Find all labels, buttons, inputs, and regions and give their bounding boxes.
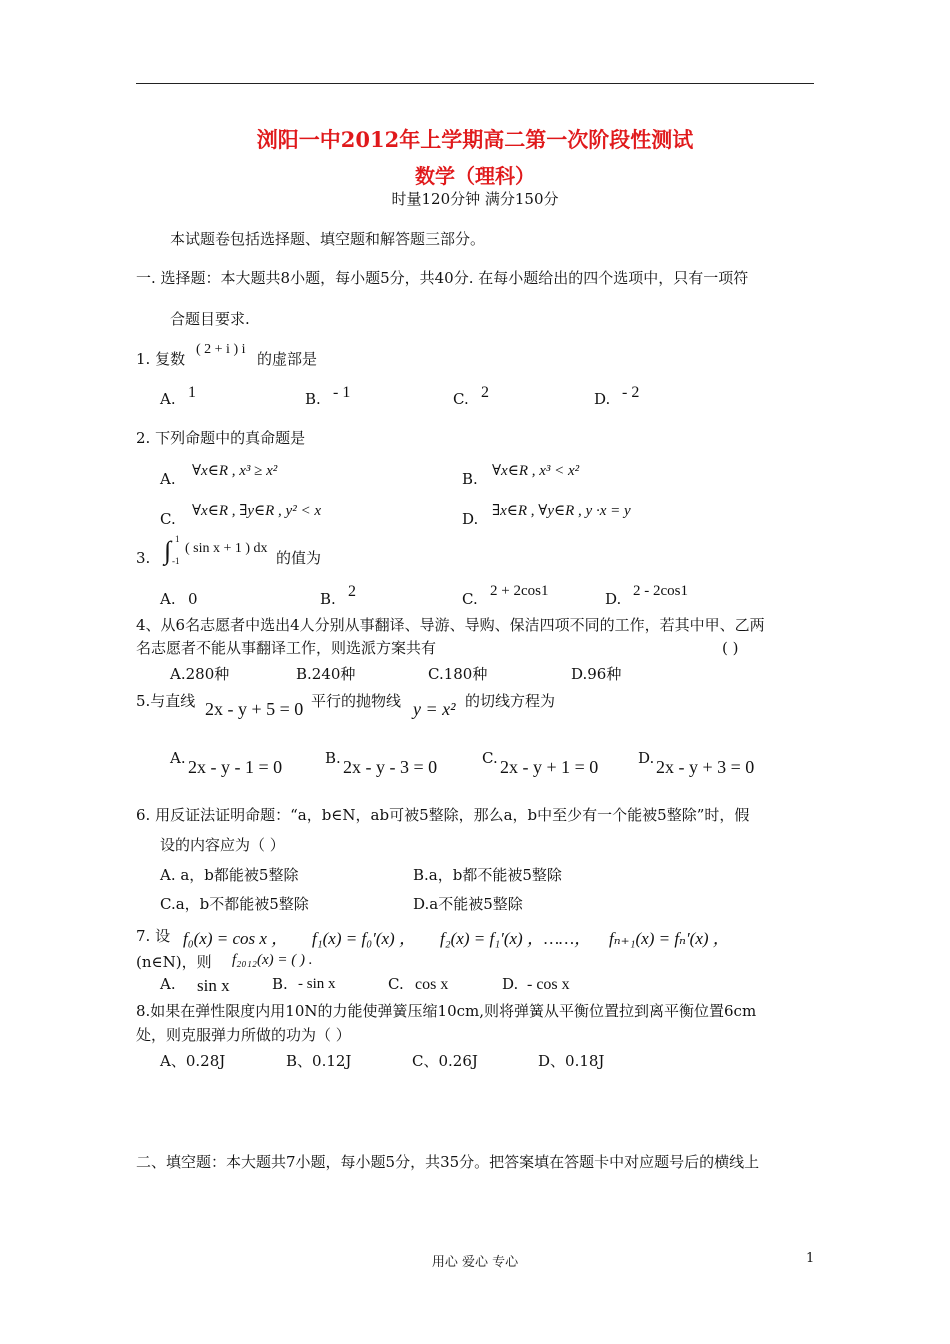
q2-option-c-value: ∀x∈R , ∃y∈R , y² < x [192,503,321,519]
q7-option-b-value: - sin x [298,976,336,992]
q7-option-b-label: B. [272,975,288,993]
exam-info: 时量120分钟 满分150分 [391,190,559,208]
q7-f2-def: f₂(x) = f₁′(x) ，……， [440,929,592,948]
page-number: 1 [806,1251,815,1266]
q3-option-c-value: 2 + 2cos1 [490,583,549,599]
q4-answer-paren: ( ) [722,639,739,657]
q3-option-d-value: 2 - 2cos1 [633,583,688,599]
q8-option-d: D、0.18J [538,1052,605,1070]
q5-option-a-label: A. [170,749,186,767]
q7-line2-prefix: (n∈N)，则 [136,953,212,971]
integral-sign: ∫ [164,536,172,565]
q6-option-d: D.a不能被5整除 [413,895,523,913]
q4-option-c: C.180种 [428,665,488,683]
q3-option-d-label: D. [605,590,622,608]
q4-option-b: B.240种 [296,665,356,683]
q3-integrand: ( sin x + 1 ) dx [185,541,268,556]
page-subtitle: 数学（理科） [415,164,535,188]
q5-option-d-value: 2x - y + 3 = 0 [656,757,755,777]
q3-option-a-value: 0 [188,590,198,608]
q7-option-c-value: cos x [415,976,449,993]
q4-option-a: A.280种 [170,665,230,683]
q7-fn-def: fₙ₊₁(x) = fₙ′(x) ， [609,929,730,948]
q1-option-d-value: - 2 [622,384,640,401]
q6-stem-line2: 设的内容应为（ ） [160,836,285,854]
q5-option-d-label: D. [638,749,655,767]
q2-option-d-value: ∃x∈R , ∀y∈R , y ·x = y [492,503,631,519]
intro-text: 本试题卷包括选择题、填空题和解答题三部分。 [170,230,486,248]
integral-lower-limit: -1 [172,556,180,566]
q5-option-c-value: 2x - y + 1 = 0 [500,757,599,777]
q5-tail: 的切线方程为 [465,692,556,710]
q2-option-a-label: A. [160,470,176,488]
q1-expression: ( 2 + i ) i [196,342,246,357]
q3-option-b-label: B. [320,590,336,608]
q1-option-b-label: B. [305,390,321,408]
q4-option-d: D.96种 [571,665,622,683]
page-title: 浏阳一中2012年上学期高二第一次阶段性测试 [256,127,694,152]
q1-number: 1. 复数 [136,350,186,368]
q5-option-b-value: 2x - y - 3 = 0 [343,757,438,777]
q4-stem-line2: 名志愿者不能从事翻译工作，则选派方案共有 [136,639,437,657]
q3-option-a-label: A. [160,590,176,608]
q7-number: 7. 设 [136,927,171,945]
q2-option-a-value: ∀x∈R , x³ ≥ x² [192,463,278,479]
q7-f0-def: f₀(x) = cos x ， [183,929,289,948]
q8-option-a: A、0.28J [160,1052,226,1070]
q1-option-a-label: A. [160,390,176,408]
q5-mid-text: 平行的抛物线 [311,692,402,710]
q7-option-a-label: A. [160,975,176,993]
section1-heading-cont: 合题目要求. [170,310,250,328]
q1-option-a-value: 1 [188,384,196,401]
q6-stem-line1: 6. 用反证法证明命题：“a，b∈N，ab可被5整除，那么a，b中至少有一个能被5整除”时，假 [136,806,750,824]
q7-line2-question: f₂₀₁₂(x) = ( ) . [232,952,313,968]
q1-option-d-label: D. [594,390,611,408]
q7-option-d-value: - cos x [527,976,570,993]
section2-heading: 二、填空题：本大题共7小题，每小题5分，共35分。把答案填在答题卡中对应题号后的横线上 [136,1153,760,1171]
q8-option-c: C、0.26J [412,1052,478,1070]
q3-option-b-value: 2 [348,583,356,600]
q5-option-b-label: B. [325,749,341,767]
q7-option-d-label: D. [502,975,519,993]
q1-option-b-value: - 1 [333,384,351,401]
q8-stem-line1: 8.如果在弹性限度内用10N的力能使弹簧压缩10cm,则将弹簧从平衡位置拉到离平衡位置6cm [136,1002,757,1020]
q7-option-c-label: C. [388,975,404,993]
q6-option-b: B.a，b都不能被5整除 [413,866,562,884]
q2-option-d-label: D. [462,510,479,528]
q8-option-b: B、0.12J [286,1052,352,1070]
q5-line-expression: 2x - y + 5 = 0 [205,699,304,719]
q6-option-c: C.a，b不都能被5整除 [160,895,309,913]
q7-option-a-value: sin x [197,976,230,995]
q4-stem-line1: 4、从6名志愿者中选出4人分别从事翻译、导游、导购、保洁四项不同的工作，若其中甲、乙两 [136,616,765,634]
section1-heading: 一. 选择题：本大题共8小题，每小题5分，共40分. 在每小题给出的四个选项中，只有一项符 [136,269,749,287]
top-rule [136,83,814,84]
integral-upper-limit: 1 [175,534,180,544]
q2-option-b-label: B. [462,470,478,488]
q5-option-c-label: C. [482,749,498,767]
q5-number: 5.与直线 [136,692,196,710]
q3-number: 3. [136,549,151,567]
q8-stem-line2: 处，则克服弹力所做的功为（ ） [136,1026,351,1044]
q5-curve-expression: y = x² [413,699,456,719]
q2-option-c-label: C. [160,510,176,528]
q5-option-a-value: 2x - y - 1 = 0 [188,757,283,777]
q2-option-b-value: ∀x∈R , x³ < x² [492,463,580,479]
q1-tail: 的虚部是 [257,350,318,368]
q3-tail: 的值为 [276,549,322,567]
q6-option-a: A. a，b都能被5整除 [160,866,299,884]
q3-option-c-label: C. [462,590,478,608]
q1-option-c-value: 2 [481,384,489,401]
q2-stem: 2. 下列命题中的真命题是 [136,429,306,447]
q1-option-c-label: C. [453,390,469,408]
q7-f1-def: f₁(x) = f₀′(x) ， [312,929,416,948]
footer-motto: 用心 爱心 专心 [431,1255,519,1270]
